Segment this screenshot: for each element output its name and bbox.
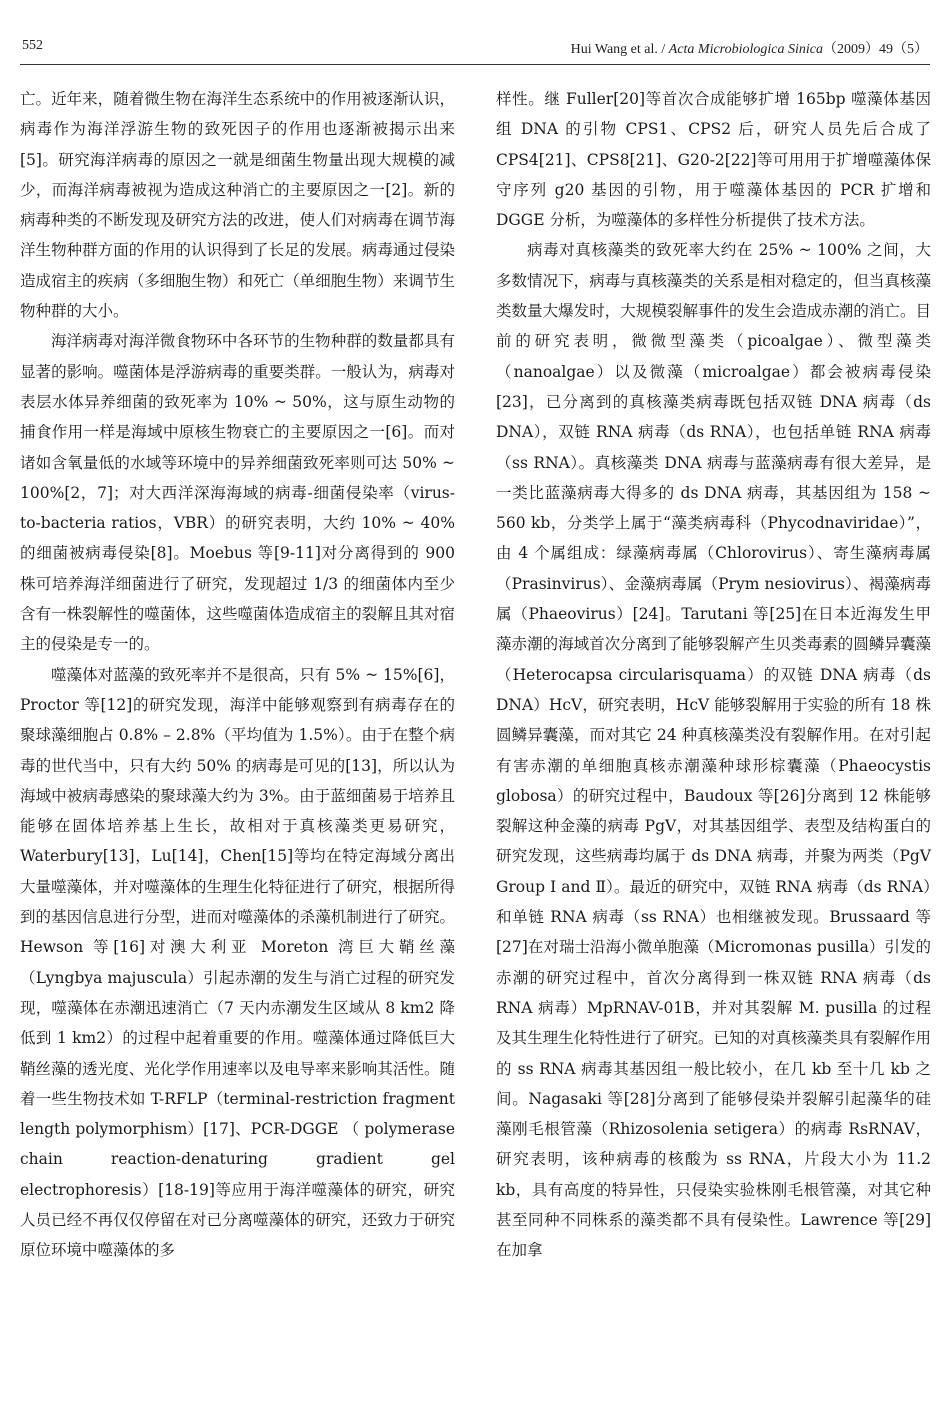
journal-volume: （2009）49（5）	[823, 42, 928, 57]
left-column	[20, 84, 455, 1266]
paragraph: 亡。近年来，随着微生物在海洋生态系统中的作用被逐渐认识，病毒作为海洋浮游生物的致死因子的作用也逐渐被揭示出来[5]。研究海洋病毒的原因之一就是细菌生物量出现大规模的减少，而海洋病毒被视为造成这种消亡的主要原因之一[2]。新的病毒种类的不断发现及研究方法的改进，使人们对病毒在调节海洋生物种群方面的作用的认识得到了长足的发展。病毒通过侵染造成宿主的疾病（多细胞生物）和死亡（单细胞生物）来调节生物种群的大小。	[20, 90, 455, 321]
header-rule	[20, 64, 930, 65]
journal-citation	[571, 38, 928, 58]
paragraph: 病毒对真核藻类的致死率大约在 25% ~ 100% 之间，大多数情况下，病毒与真核藻类的关系是相对稳定的，但当真核藻类数量大爆发时，大规模裂解事件的发生会造成赤潮的消亡。目前的研究表明，微微型藻类（picoalgae）、微型藻类（nanoalgae）以及微藻（microalgae）都会被病毒侵染[23]，已分离到的真核藻类病毒既包括双链 DNA 病毒（ds DNA），双链 RNA 病毒（ds RNA），也包括单链 RNA 病毒（ss RNA）。真核藻类 DNA 病毒与蓝藻病毒有很大差异，是一类比蓝藻病毒大得多的 ds DNA 病毒，其基因组为 158 ~ 560 kb，分类学上属于“藻类病毒科（Phycodnaviridae）”，由 4 个属组成：绿藻病毒属（Chlorovirus）、寄生藻病毒属（Prasinvirus）、金藻病毒属（Prym nesiovirus）、褐藻病毒属（Phaeovirus）[24]。Tarutani 等[25]在日本近海发生甲藻赤潮的海域首次分离到了能够裂解产生贝类毒素的圆鳞异囊藻（Heterocapsa circularisquama）的双链 DNA 病毒（ds DNA）HcV，研究表明，HcV 能够裂解用于实验的所有 18 株圆鳞异囊藻，而对其它 24 种真核藻类没有裂解作用。在对引起有害赤潮的单细胞真核赤潮藻种球形棕囊藻（Phaeocystis globosa）的研究过程中，Baudoux 等[26]分离到 12 株能够裂解这种金藻的病毒 PgV，对其基因组学、表型及结构蛋白的研究发现，这些病毒均属于 ds DNA 病毒，并聚为两类（PgV Group I and Ⅱ）。最近的研究中，双链 RNA 病毒（ds RNA）和单链 RNA 病毒（ss RNA）也相继被发现。Brussaard 等[27]在对瑞士沿海小微单胞藻（Micromonas pusilla）引发的赤潮的研究过程中，首次分离得到一株双链 RNA 病毒（ds RNA 病毒）MpRNAV-01B，并对其裂解 M. pusilla 的过程及其生理生化特性进行了研究。已知的对真核藻类具有裂解作用的 ss RNA 病毒其基因组一般比较小，在几 kb 至十几 kb 之间。Nagasaki 等[28]分离到了能够侵染并裂解引起藻华的硅藻刚毛根管藻（Rhizosolenia setigera）的病毒 RsRNAV，研究表明，该种病毒的核酸为 ss RNA，片段大小为 11.2 kb，具有高度的特异性，只侵染实验株刚毛根管藻，对其它种甚至同种不同株系的藻类都不具有侵染性。Lawrence 等[29]在加拿	[496, 241, 931, 1260]
journal-authors: Hui Wang et al. /	[570, 42, 669, 57]
right-column	[496, 84, 931, 1266]
paragraph: 噬藻体对蓝藻的致死率并不是很高，只有 5% ~ 15%[6]，Proctor 等[12]的研究发现，海洋中能够观察到有病毒存在的聚球藻细胞占 0.8% – 2.8%（平均值为 1.5%）。由于在整个病毒的世代当中，只有大约 50% 的病毒是可见的[13]，所以认为海域中被病毒感染的聚球藻大约为 3%。由于蓝细菌易于培养且能够在固体培养基上生长，故相对于真核藻类更易研究，Waterbury[13]，Lu[14]，Chen[15]等均在特定海域分离出大量噬藻体，并对噬藻体的生理生化特征进行了研究，根据所得到的基因信息进行分型，进而对噬藻体的杀藻机制进行了研究。Hewson 等[16]对澳大利亚 Moreton 湾巨大鞘丝藻（Lyngbya majuscula）引起赤潮的发生与消亡过程的研究发现，噬藻体在赤潮迅速消亡（7 天内赤潮发生区域从 8 km2 降低到 1 km2）的过程中起着重要的作用。噬藻体通过降低巨大鞘丝藻的透光度、光化学作用速率以及电导率来影响其活性。随着一些生物技术如 T-RFLP（terminal-restriction fragment length polymorphism）[17]、PCR-DGGE （ polymerase chain reaction-denaturing gradient gel electrophoresis）[18-19]等应用于海洋噬藻体的研究，研究人员已经不再仅仅停留在对已分离噬藻体的研究，还致力于研究原位环境中噬藻体的多	[20, 665, 455, 1260]
page-number: 552	[22, 38, 43, 53]
journal-name: Acta Microbiologica Sinica	[668, 42, 823, 57]
page-header	[0, 0, 950, 72]
paragraph: 样性。继 Fuller[20]等首次合成能够扩增 165bp 噬藻体基因组 DNA 的引物 CPS1、CPS2 后，研究人员先后合成了 CPS4[21]、CPS8[21]、G20-2[22]等可用用于扩增噬藻体保守序列 g20 基因的引物，用于噬藻体基因的 PCR 扩增和 DGGE 分析，为噬藻体的多样性分析提供了技术方法。	[496, 90, 931, 230]
paragraph: 海洋病毒对海洋微食物环中各环节的生物种群的数量都具有显著的影响。噬菌体是浮游病毒的重要类群。一般认为，病毒对表层水体异养细菌的致死率为 10% ~ 50%，这与原生动物的捕食作用一样是海域中原核生物衰亡的主要原因之一[6]。而对诸如含氧量低的水域等环境中的异养细菌致死率则可达 50% ~ 100%[2，7]；对大西洋深海海域的病毒-细菌侵染率（virus-to-bacteria ratios，VBR）的研究表明，大约 10% ~ 40% 的细菌被病毒侵染[8]。Moebus 等[9-11]对分离得到的 900 株可培养海洋细菌进行了研究，发现超过 1/3 的细菌体内至少含有一株裂解性的噬菌体，这些噬菌体造成宿主的裂解且其对宿主的侵染是专一的。	[20, 332, 455, 654]
